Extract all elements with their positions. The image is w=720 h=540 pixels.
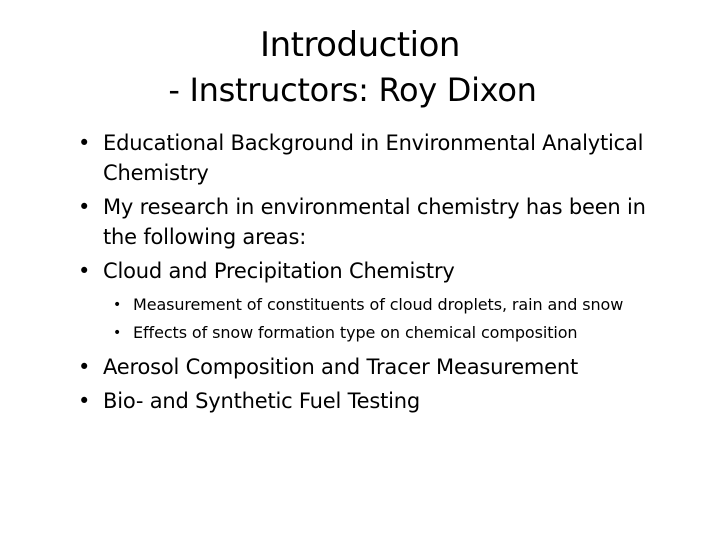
bullet-text: Aerosol Composition and Tracer Measurement <box>103 355 579 379</box>
bullet-marker: • <box>78 355 91 379</box>
bullet-item <box>78 192 678 252</box>
sub-bullet-list <box>78 292 678 346</box>
bullet-text: Educational Background in Environmental Analytical Chemistry <box>103 131 644 185</box>
bullet-text: Bio- and Synthetic Fuel Testing <box>103 389 421 413</box>
bullet-marker: • <box>78 389 91 413</box>
sub-bullet-item <box>105 320 678 346</box>
bullet-item <box>78 352 678 382</box>
bullet-item <box>78 128 678 188</box>
bullet-marker: • <box>78 259 91 283</box>
bullet-text: My research in environmental chemistry has been in the following areas: <box>103 195 646 249</box>
bullet-item <box>78 386 678 416</box>
title-line-introduction: Introduction <box>260 25 460 65</box>
sub-bullet-text: Measurement of constituents of cloud droplets, rain and snow <box>133 295 624 314</box>
sub-bullet-item <box>105 292 678 318</box>
title-line-instructors: - Instructors: Roy Dixon <box>168 71 537 109</box>
bullet-item <box>78 256 678 286</box>
slide-title <box>0 22 720 112</box>
sub-bullet-text: Effects of snow formation type on chemical composition <box>133 323 578 342</box>
bullet-marker: • <box>78 195 91 219</box>
slide-body <box>78 128 678 420</box>
bullet-marker: • <box>78 131 91 155</box>
bullet-text: Cloud and Precipitation Chemistry <box>103 259 455 283</box>
sub-bullet-marker: • <box>113 297 122 313</box>
sub-bullet-marker: • <box>113 325 122 341</box>
